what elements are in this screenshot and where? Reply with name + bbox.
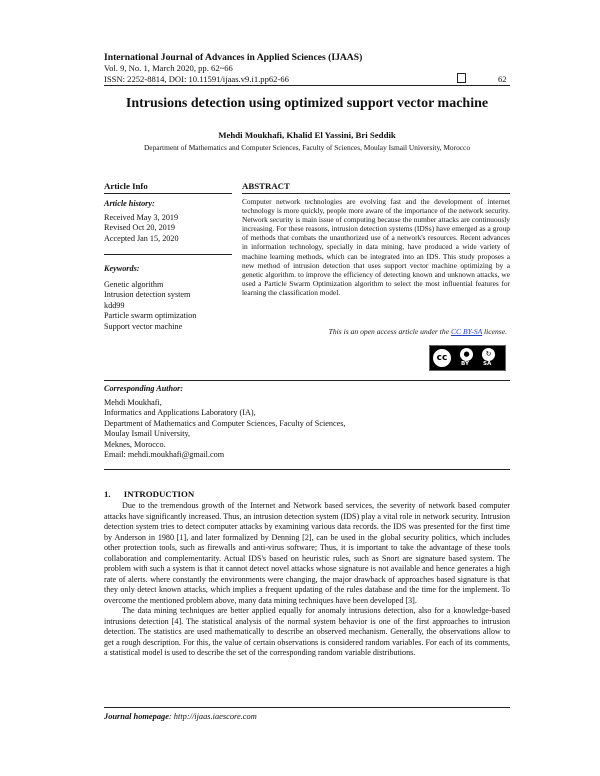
attribution-icon: ● [460,348,473,361]
header-divider [104,85,510,86]
corresponding-top-divider [104,380,510,381]
author-lab: Informatics and Applications Laboratory (IA), [104,408,256,418]
sa-label: SA [483,361,492,367]
keywords-divider [104,254,232,255]
open-access-statement [242,327,507,336]
corresponding-bottom-divider [104,469,510,470]
author-name: Mehdi Moukhafi, [104,398,162,407]
abstract-divider [242,193,510,194]
author-university: Moulay Ismail University, [104,429,191,439]
introduction-heading: 1. INTRODUCTION [104,489,195,499]
corresponding-heading: Corresponding Author: [104,384,184,393]
affiliation: Department of Mathematics and Computer Sciences, Faculty of Sciences, Moulay Ismail University, Morocco [143,143,471,152]
open-access-prefix: This is an open access article under the [328,327,451,336]
cc-by-sa-badge[interactable] [429,345,506,371]
cc-icon: cc [432,348,452,368]
open-access-suffix: license. [482,327,507,336]
abstract-text: Computer network technologies are evolving fast and the development of internet technology is more quickly, people more aware of the importance of the network security. Network security is main issue of computing because the number attacks are continuously increasing. For these reasons, intrusion detection systems (IDSs) have emerged as a group of methods that combats the unauthorized use of a network's resources. Recent advances in information technology, specially in data mining, have produced a wide variety of machine learning methods, which can be integrated into an IDS. This study proposes a new method of intrusion detection that uses support vector machine optimizing by a genetic algorithm. to improve the efficiency of detecting known and unknown attacks, we used a Particle Swarm Optimization algorithm to select the most influential features for learning the classification model. [242,197,510,297]
keywords-list [104,280,196,332]
article-history [104,213,179,244]
paper-title: Intrusions detection using optimized support vector machine [125,96,489,111]
keyword-item: Support vector machine [104,321,183,331]
page-square-icon [457,73,466,83]
author-city: Meknes, Morocco. [104,439,166,449]
journal-homepage [104,712,257,721]
journal-name: International Journal of Advances in Applied Sciences (IJAAS) [104,52,363,63]
article-info-divider [104,193,232,194]
journal-issn-doi: ISSN: 2252-8814, DOI: 10.11591/ijaas.v9.i1.pp62-66 [104,74,289,84]
share-alike-icon: ↻ [482,348,495,361]
author-department: Department of Mathematics and Computer Sciences, Faculty of Sciences, [104,418,346,428]
homepage-label: Journal homepage [104,712,169,721]
homepage-url[interactable]: : http://ijaas.iaescore.com [168,712,257,721]
corresponding-details [104,398,345,460]
authors: Mehdi Moukhafi, Khalid El Yassini, Bri Seddik [218,130,396,140]
keywords-label: Keywords: [104,264,140,273]
keyword-item: kdd99 [104,300,125,310]
abstract-heading: ABSTRACT [242,181,290,191]
intro-paragraph-2: The data mining techniques are better applied equally for anomaly intrusions detection, also for a knowledge-based intrusions detection [4]. The statistical analysis of the normal system behavior is one of the first approaches to intrusion detection. The statistics are used mathematically to describe an observed mechanism. Generally, the observations allow to get a rough description. For this, the value of certain observations is considered random variables. For each of its comments, a statistical model is used to describe the set of the corresponding random variable distributions. [104,606,510,657]
keyword-item: Genetic algorithm [104,280,164,289]
journal-volume: Vol. 9, No. 1, March 2020, pp. 62~66 [104,63,233,73]
history-accepted: Accepted Jan 15, 2020 [104,233,179,243]
history-revised: Revised Oct 20, 2019 [104,223,175,233]
article-info-heading: Article Info [104,181,148,191]
page-number: 62 [498,74,507,84]
intro-paragraph-1: Due to the tremendous growth of the Internet and Network based services, the severity of network based computer attacks have significantly increased. Thus, an intrusion detection system (IDS) play a vital role in network security. Intrusion detection system tries to detect computer attacks by examining various data records. the IDS was presented for the first time by Anderson in 1980 [1], and later formalized by Denning [2], can be used in the global security politics, which includes other protection tools, such as firewalls and anti-virus software; Thus, it is important to take the advantage of these tools collaboration and complementarity. Actual IDS's based on heuristic rules, such as Snort are signature based system. The problem with such a system is that it cannot detect novel attacks whose signature is not available and hence generates a high rate of alerts. where constantly the environments were changing, the major drawback of approaches based signature is that they only detect known attacks, which implies a frequent updating of the rules database and the time for the implement. To overcome the mentioned problem above, many data mining techniques have been developed [3]. [104,501,510,605]
by-label: BY [461,361,470,367]
introduction-body [104,501,510,659]
license-link[interactable]: CC BY-SA [450,327,483,336]
keyword-item: Particle swarm optimization [104,311,197,321]
footer-divider [104,707,510,708]
history-received: Received May 3, 2019 [104,213,179,222]
author-email: Email: mehdi.moukhafi@gmail.com [104,450,225,460]
article-history-label: Article history: [104,199,155,208]
keyword-item: Intrusion detection system [104,290,191,300]
